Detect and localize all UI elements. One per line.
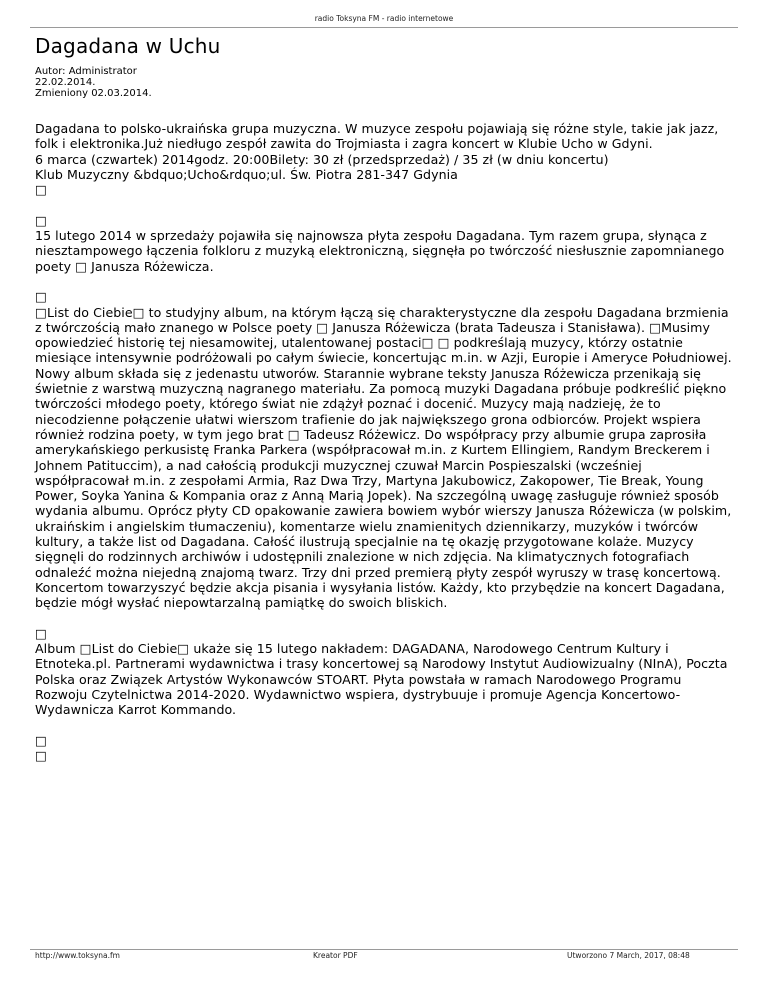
- missing-glyph: □: [35, 289, 47, 305]
- missing-glyph: □: [35, 748, 47, 764]
- footer-divider: [30, 949, 738, 950]
- paragraph-concert: [35, 121, 735, 197]
- text-line: Klub Muzyczny &bdquo;Ucho&rdquo;ul. Św. Piotra 281-347 Gdynia: [35, 166, 458, 182]
- paragraph-album-release: [35, 213, 735, 274]
- meta-date: 22.02.2014.: [35, 77, 96, 88]
- article-title: Dagadana w Uchu: [35, 34, 221, 58]
- meta-author: Autor: Administrator: [35, 66, 137, 77]
- paragraph-album-description: [35, 289, 735, 610]
- site-header-title: radio Toksyna FM - radio internetowe: [314, 14, 454, 23]
- missing-glyph: □: [35, 625, 47, 641]
- footer-created: Utworzono 7 March, 2017, 08:48: [567, 951, 690, 960]
- paragraph-trailing-glyphs: [35, 733, 735, 764]
- footer-generator: Kreator PDF: [313, 951, 358, 960]
- meta-modified: Zmieniony 02.03.2014.: [35, 88, 152, 99]
- header-divider: [30, 27, 738, 28]
- article-body: [35, 121, 735, 779]
- missing-glyph: □: [35, 732, 47, 748]
- text-line: 15 lutego 2014 w sprzedaży pojawiła się najnowsza płyta zespołu Dagadana. Tym razem grupa, słynąca z niesztampowego łączenia folkloru z muzyką elektroniczną, sięgnęła po twórczość niesłusznie zapomnianego poety □ Janusza Różewicza.: [35, 228, 725, 274]
- text-line: Dagadana to polsko-ukraińska grupa muzyczna. W muzyce zespołu pojawiają się różne style, takie jak jazz, folk i elektronika.Już niedługo zespół zawita do Trojmiasta i zagra koncert w Klubie Ucho w Gdyni.: [35, 121, 719, 152]
- text-line: Album □List do Ciebie□ ukaże się 15 lutego nakładem: DAGADANA, Narodowego Centrum Kultury i Etnoteka.pl. Partnerami wydawnictwa i trasy koncertowej są Narodowy Instytut Audiowizualny (NInA), Poczta Polska oraz Związek Artystów Wykonawców STOART. Płyta powstała w ramach Narodowego Programu Rozwoju Czytelnictwa 2014-2020. Wydawnictwo wspiera, dystrybuuje i promuje Agencja Koncertowo-Wydawnicza Karrot Kommando.: [35, 641, 728, 718]
- footer-url: http://www.toksyna.fm: [35, 951, 120, 960]
- paragraph-partners: [35, 626, 735, 718]
- text-line: □List do Ciebie□ to studyjny album, na którym łączą się charakterystyczne dla zespołu Dagadana brzmienia z twórczością mało znanego w Polsce poety □ Janusza Różewicza (brata Tadeusza i Stanisława). □Musimy opowiedzieć historię tej niesamowitej, utalentowanej postaci□ □ podkreślają muzycy, którzy ostatnie miesiące intensywnie podróżowali po całym świecie, koncertując m.in. w Azji, Europie i Ameryce Południowej. Nowy album składa się z jedenastu utworów. Starannie wybrane teksty Janusza Różewicza przenikają się świetnie z warstwą muzyczną nagranego materiału. Za pomocą muzyki Dagadana próbuje podkreślić piękno twórczości młodego poety, którego świat nie zdążył poznać i docenić. Muzycy mają nadzieję, że to niecodzienne połączenie ułatwi wierszom trafienie do jak największego grona odbiorców. Projekt wspiera również rodzina poety, w tym jego brat □ Tadeusz Różewicz. Do współpracy przy albumie grupa zaprosiła amerykańskiego perkusistę Franka Parkera (współpracował m.in. z Kurtem Ellingiem, Randym Breckerem i Johnem Patituccim), a nad całością produkcji muzycznej czuwał Marcin Pospieszalski (wcześniej współpracował m.in. z zespołami Armia, Raz Dwa Trzy, Martyna Jakubowicz, Zakopower, Tie Break, Young Power, Soyka Yanina & Kompania oraz z Anną Marią Jopek). Na szczególną uwagę zasługuje również sposób wydania albumu. Oprócz płyty CD opakowanie zawiera bowiem wybór wierszy Janusza Różewicza (w polskim, ukraińskim i angielskim tłumaczeniu), komentarze wielu znamienitych dziennikarzy, muzyków i twórców kultury, a także list od Dagadana. Całość ilustrują specjalnie na tę okazję przygotowane kolaże. Muzycy sięgnęli do rodzinnych archiwów i udostępnili znalezione w nich zdjęcia. Na klimatycznych fotografiach odnaleźć można niejedną znajomą twarz. Trzy dni przed premierą płyty zespół wyruszy w trasę koncertową. Koncertom towarzyszyć będzie akcja pisania i wysyłania listów. Każdy, kto przybędzie na koncert Dagadana, będzie mógł wysłać niepowtarzalną pamiątkę do swoich bliskich.: [35, 304, 732, 611]
- text-line: 6 marca (czwartek) 2014godz. 20:00Bilety: 30 zł (przedsprzedaż) / 35 zł (w dniu koncertu): [35, 151, 609, 167]
- missing-glyph: □: [35, 182, 47, 198]
- missing-glyph: □: [35, 212, 47, 228]
- article-meta: [35, 66, 152, 99]
